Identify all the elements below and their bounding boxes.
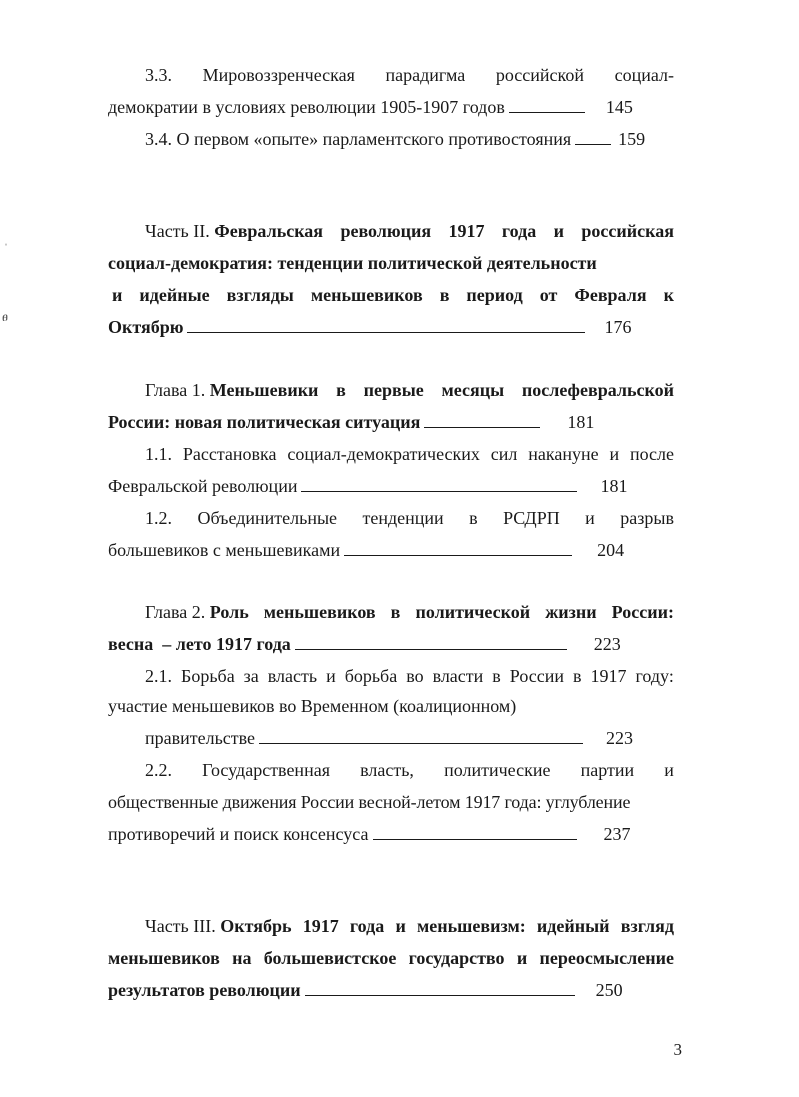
- toc-3-4-title: 3.4. О первом «опыте» парламентского противостояния: [145, 129, 572, 149]
- part2-word: 1917: [448, 221, 485, 241]
- toc-2-1-line3: [145, 725, 674, 751]
- toc-3-4-line: [145, 126, 674, 152]
- part2-word: Февральская: [214, 221, 324, 241]
- toc-1-1-word: накануне: [528, 444, 599, 464]
- part3-word: Октябрь: [220, 916, 292, 936]
- toc-2-2-word: партии: [580, 760, 635, 780]
- toc-3-3-line2: [108, 94, 674, 120]
- toc-2-2-word: политические: [444, 760, 551, 780]
- toc-1-2-word: тенденции: [362, 508, 444, 528]
- part3-word: меньшевиков: [108, 948, 220, 968]
- toc-3-3-word3: российской: [495, 65, 584, 85]
- part3-word: переосмысление: [539, 948, 674, 968]
- toc-2-1-word: борьба: [344, 666, 398, 686]
- ch1-word: в: [336, 380, 346, 400]
- part2-line3: [112, 282, 674, 308]
- leader-line: [295, 631, 567, 650]
- ch1-line1: [145, 377, 674, 403]
- toc-2-1-word: 1917: [590, 666, 627, 686]
- part2-line4: [108, 314, 674, 340]
- toc-1-2-word: 1.2.: [145, 508, 172, 528]
- leader-line: [301, 473, 577, 492]
- toc-2-2-word: Государственная: [202, 760, 330, 780]
- leader-line: [373, 821, 577, 840]
- toc-1-2-line1: [145, 505, 674, 531]
- ch2-title-cont: весна – лето 1917 года: [108, 634, 291, 654]
- part2-word: российская: [581, 221, 674, 241]
- toc-2-2-page: 237: [603, 824, 631, 844]
- part3-word: года: [349, 916, 385, 936]
- toc-1-2-word: и: [585, 508, 595, 528]
- ch1-page: 181: [567, 412, 595, 432]
- toc-3-3-word2: парадигма: [385, 65, 466, 85]
- toc-1-1-line2: [108, 473, 674, 499]
- ch2-page: 223: [593, 634, 621, 654]
- toc-1-2-title-cont: большевиков с меньшевиками: [108, 540, 341, 560]
- toc-2-2-title-cont: противоречий и поиск консенсуса: [108, 824, 369, 844]
- toc-2-1-word: 2.1.: [145, 666, 172, 686]
- toc-2-2-line1: [145, 757, 674, 783]
- part2-word: и: [553, 221, 564, 241]
- ch1-title-cont: России: новая политическая ситуация: [108, 412, 421, 432]
- ch1-prefix: [145, 377, 318, 403]
- toc-3-3-word4: социал-: [614, 65, 674, 85]
- toc-3-4-page: 159: [618, 129, 646, 149]
- toc-2-2-word: власть,: [360, 760, 414, 780]
- leader-line: [575, 126, 611, 145]
- toc-2-1-word: и: [326, 666, 336, 686]
- toc-2-1-word: России: [509, 666, 565, 686]
- toc-1-1-line1: [145, 441, 674, 467]
- toc-2-2-word: и: [664, 760, 674, 780]
- toc-2-1-word: власти: [432, 666, 484, 686]
- toc-3-3-word1: Мировоззренческая: [202, 65, 355, 85]
- scan-mark: ˌ: [4, 232, 8, 246]
- toc-1-2-word: Объединительные: [197, 508, 338, 528]
- part3-line2: [108, 945, 674, 971]
- part2-line1: [145, 218, 674, 244]
- toc-2-2-word: 2.2.: [145, 760, 172, 780]
- part2-word: взгляды: [226, 285, 294, 305]
- part3-prefix: [145, 913, 291, 939]
- part2-word: от: [539, 285, 558, 305]
- ch2-word: Роль: [209, 602, 249, 622]
- ch1-word: первые: [363, 380, 424, 400]
- ch2-line2: [108, 631, 674, 657]
- leader-line: [187, 314, 585, 333]
- ch2-word: жизни: [545, 602, 597, 622]
- part3-word: на: [232, 948, 252, 968]
- part3-word: идейный: [536, 916, 610, 936]
- toc-2-1-word: году:: [635, 666, 674, 686]
- toc-2-1-word: Борьба: [180, 666, 235, 686]
- part2-word: меньшевиков: [310, 285, 423, 305]
- toc-1-1-word: сил: [490, 444, 518, 464]
- toc-1-1-word: после: [629, 444, 674, 464]
- toc-2-1-word: в: [573, 666, 582, 686]
- toc-3-3-num: 3.3.: [145, 65, 172, 85]
- leader-line: [424, 409, 540, 428]
- ch1-prefix-text: Глава 1.: [145, 380, 206, 400]
- part3-line3: [108, 977, 674, 1003]
- toc-1-1-page: 181: [600, 476, 628, 496]
- part3-word: меньшевизм:: [417, 916, 526, 936]
- part3-word: 1917: [302, 916, 339, 936]
- part2-word: период: [466, 285, 523, 305]
- part2-title-cont: Октябрю: [108, 317, 184, 337]
- toc-3-3-line1: [145, 62, 674, 88]
- toc-1-1-word: и: [609, 444, 620, 464]
- part3-word: большевистское: [263, 948, 397, 968]
- leader-line: [509, 94, 585, 113]
- part3-word: государство: [408, 948, 505, 968]
- leader-line: [259, 725, 583, 744]
- part2-word: Февраля: [574, 285, 647, 305]
- toc-2-2-line3: [108, 821, 674, 847]
- toc-2-1-line2: участие меньшевиков во Временном (коалиционном): [108, 696, 517, 716]
- toc-1-2-line2: [108, 537, 674, 563]
- leader-line: [344, 537, 572, 556]
- page-number: 3: [673, 1040, 682, 1059]
- part2-word: к: [663, 285, 674, 305]
- toc-2-1-word: власть: [267, 666, 318, 686]
- toc-2-1-page: 223: [606, 728, 634, 748]
- toc-2-1-line1: [145, 663, 674, 689]
- toc-2-2-line2: общественные движения России весной-летом 1917 года: углубление: [108, 792, 631, 812]
- ch1-line2: [108, 409, 674, 435]
- part3-page: 250: [595, 980, 623, 1000]
- ch1-word: послефевральской: [521, 380, 674, 400]
- ch1-word: месяцы: [441, 380, 505, 400]
- part3-word: и: [516, 948, 528, 968]
- ch2-line1: [145, 599, 674, 625]
- part2-word: в: [439, 285, 450, 305]
- scan-mark: ፀ: [2, 310, 8, 324]
- part2-prefix-text: Часть II.: [145, 221, 210, 241]
- ch2-prefix-text: Глава 2.: [145, 602, 206, 622]
- part2-line2: социал-демократия: тенденции политической деятельности: [108, 253, 597, 273]
- toc-3-3-title-cont: демократии в условиях революции 1905-1907 годов: [108, 97, 505, 117]
- toc-1-2-page: 204: [597, 540, 625, 560]
- toc-1-1-title-cont: Февральской революции: [108, 476, 298, 496]
- part3-title-cont: результатов революции: [108, 980, 301, 1000]
- ch2-word: России:: [611, 602, 674, 622]
- toc-1-1-word: 1.1.: [145, 444, 172, 464]
- part2-word: революция: [340, 221, 432, 241]
- part2-word: года: [501, 221, 537, 241]
- toc-1-1-word: социал-демократических: [287, 444, 480, 464]
- part2-prefix: [145, 218, 323, 244]
- ch2-word: в: [390, 602, 401, 622]
- toc-1-2-word: разрыв: [620, 508, 674, 528]
- part2-word: и: [112, 285, 123, 305]
- toc-2-1-word: за: [243, 666, 259, 686]
- ch2-word: политической: [415, 602, 531, 622]
- ch2-word: меньшевиков: [263, 602, 376, 622]
- part3-word: и: [395, 916, 406, 936]
- toc-2-1-word: во: [406, 666, 424, 686]
- toc-2-1-word: в: [492, 666, 501, 686]
- part3-word: взгляд: [620, 916, 674, 936]
- part3-prefix-text: Часть III.: [145, 916, 216, 936]
- toc-2-1-title-cont: правительстве: [145, 728, 256, 748]
- toc-1-2-word: в: [469, 508, 478, 528]
- part2-word: идейные: [139, 285, 210, 305]
- toc-3-3-page: 145: [605, 97, 633, 117]
- part3-line1: [145, 913, 674, 939]
- part2-page: 176: [604, 317, 632, 337]
- toc-1-1-word: Расстановка: [182, 444, 277, 464]
- ch1-word: Меньшевики: [209, 380, 319, 400]
- leader-line: [305, 977, 575, 996]
- toc-1-2-word: РСДРП: [503, 508, 560, 528]
- ch2-prefix: [145, 599, 249, 625]
